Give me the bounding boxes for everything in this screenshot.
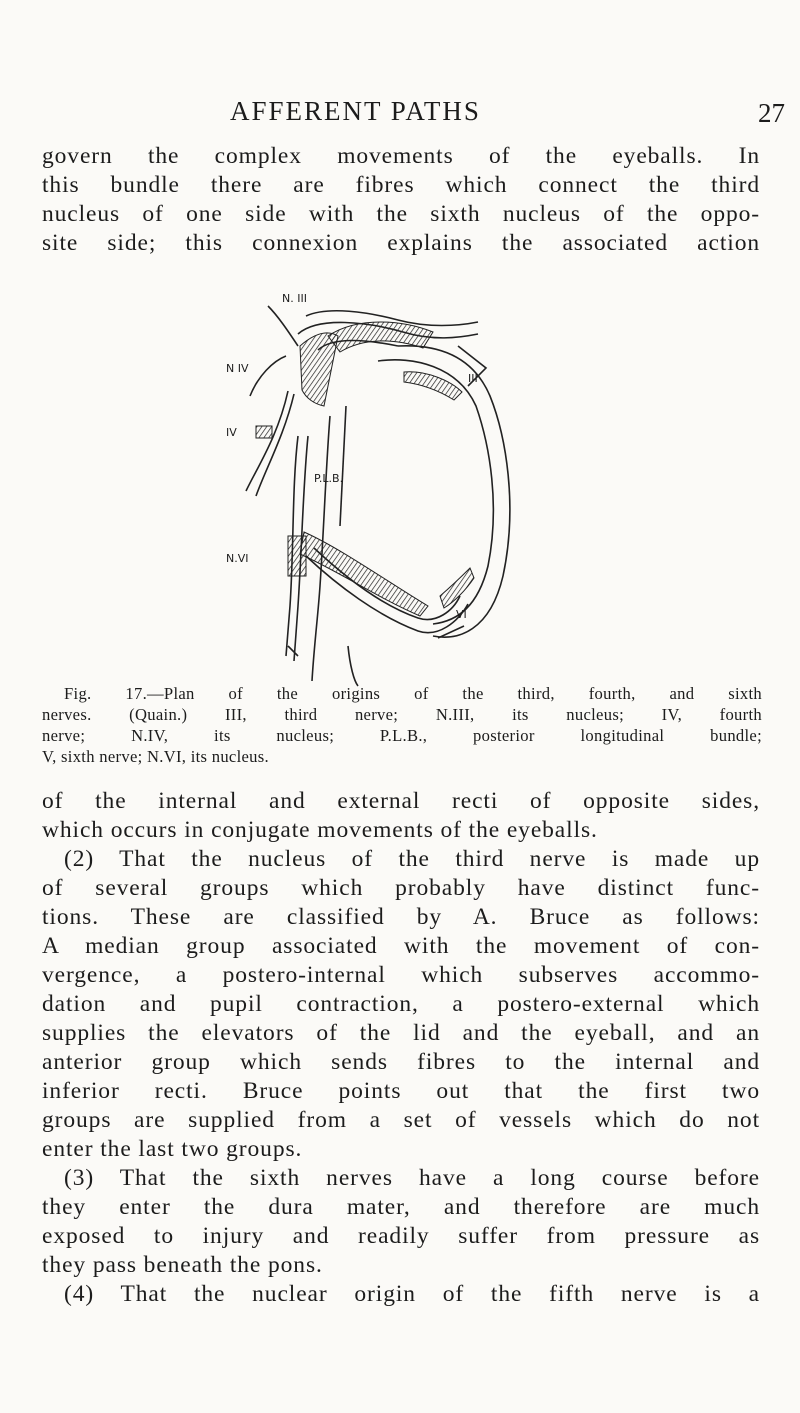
- text-line: (3) That the sixth nerves have a long course before: [64, 1165, 760, 1191]
- text-line: site side; this connexion explains the associated action: [42, 230, 760, 256]
- n6-nucleus-hatch: [288, 536, 306, 576]
- label-n6: N.VI: [226, 552, 249, 565]
- plb-line-2: [340, 406, 346, 526]
- text-line: dation and pupil contraction, a postero-external which: [42, 991, 760, 1017]
- text-line: they enter the dura mater, and therefore are much: [42, 1194, 760, 1220]
- text-line: govern the complex movements of the eyeballs. In: [42, 143, 760, 169]
- figure-caption: [42, 683, 762, 767]
- text-line: inferior recti. Bruce points out that the first two: [42, 1078, 760, 1104]
- running-title: AFFERENT PATHS: [230, 96, 481, 126]
- text-line: A median group associated with the movement of con-: [42, 933, 760, 959]
- caption-line: nerve; N.IV, its nucleus; P.L.B., posterior longitudinal bundle;: [42, 726, 762, 745]
- fourth-nerve-inner: [256, 394, 294, 496]
- label-iv: IV: [226, 426, 237, 439]
- text-line: (4) That the nuclear origin of the fifth nerve is a: [64, 1281, 760, 1307]
- text-line: this bundle there are fibres which connect the third: [42, 172, 760, 198]
- page-number: 27: [758, 98, 785, 128]
- n4-pointer: [250, 356, 286, 396]
- bottom-stub: [288, 646, 298, 656]
- fourth-nucleus-hatch: [300, 333, 338, 406]
- text-line: vergence, a postero-internal which subserves accommo-: [42, 962, 760, 988]
- third-nerve-hatch: [404, 372, 462, 400]
- caption-line: V, sixth nerve; N.VI, its nucleus.: [42, 747, 269, 766]
- third-nerve-loop-inner: [378, 360, 493, 624]
- n3-pointer: [268, 306, 298, 346]
- figure-nerve-origins: [228, 286, 528, 686]
- text-line: of several groups which probably have distinct func-: [42, 875, 760, 901]
- text-line: which occurs in conjugate movements of the eyeballs.: [42, 817, 598, 843]
- text-line: exposed to injury and readily suffer from pressure as: [42, 1223, 760, 1249]
- nerve-diagram: [228, 286, 528, 686]
- caption-line: Fig. 17.—Plan of the origins of the third, fourth, and sixth: [64, 684, 762, 703]
- label-iii: III: [468, 372, 478, 385]
- fourth-nerve-outer: [246, 391, 288, 491]
- text-line: anterior group which sends fibres to the internal and: [42, 1049, 760, 1075]
- caption-line: nerves. (Quain.) III, third nerve; N.III, its nucleus; IV, fourth: [42, 705, 762, 724]
- text-line: supplies the elevators of the lid and the eyeball, and an: [42, 1020, 760, 1046]
- text-line: groups are supplied from a set of vessels which do not: [42, 1107, 760, 1133]
- iv-hatch: [256, 426, 272, 438]
- text-line: (2) That the nucleus of the third nerve is made up: [64, 846, 760, 872]
- text-line: tions. These are classified by A. Bruce as follows:: [42, 904, 760, 930]
- paragraph-top: [42, 142, 760, 258]
- label-n3: N. III: [282, 292, 307, 305]
- label-n4: N IV: [226, 362, 249, 375]
- text-line: nucleus of one side with the sixth nucleus of the oppo-: [42, 201, 760, 227]
- bottom-curve: [348, 646, 358, 686]
- label-vi: VI: [456, 608, 467, 621]
- text-line: enter the last two groups.: [42, 1136, 303, 1162]
- text-line: of the internal and external recti of opposite sides,: [42, 788, 760, 814]
- paragraph-bottom: [42, 787, 760, 1309]
- running-head: [0, 96, 800, 136]
- text-line: they pass beneath the pons.: [42, 1252, 323, 1278]
- label-plb: P.L.B.: [314, 472, 344, 485]
- third-nucleus-hatch: [328, 322, 433, 352]
